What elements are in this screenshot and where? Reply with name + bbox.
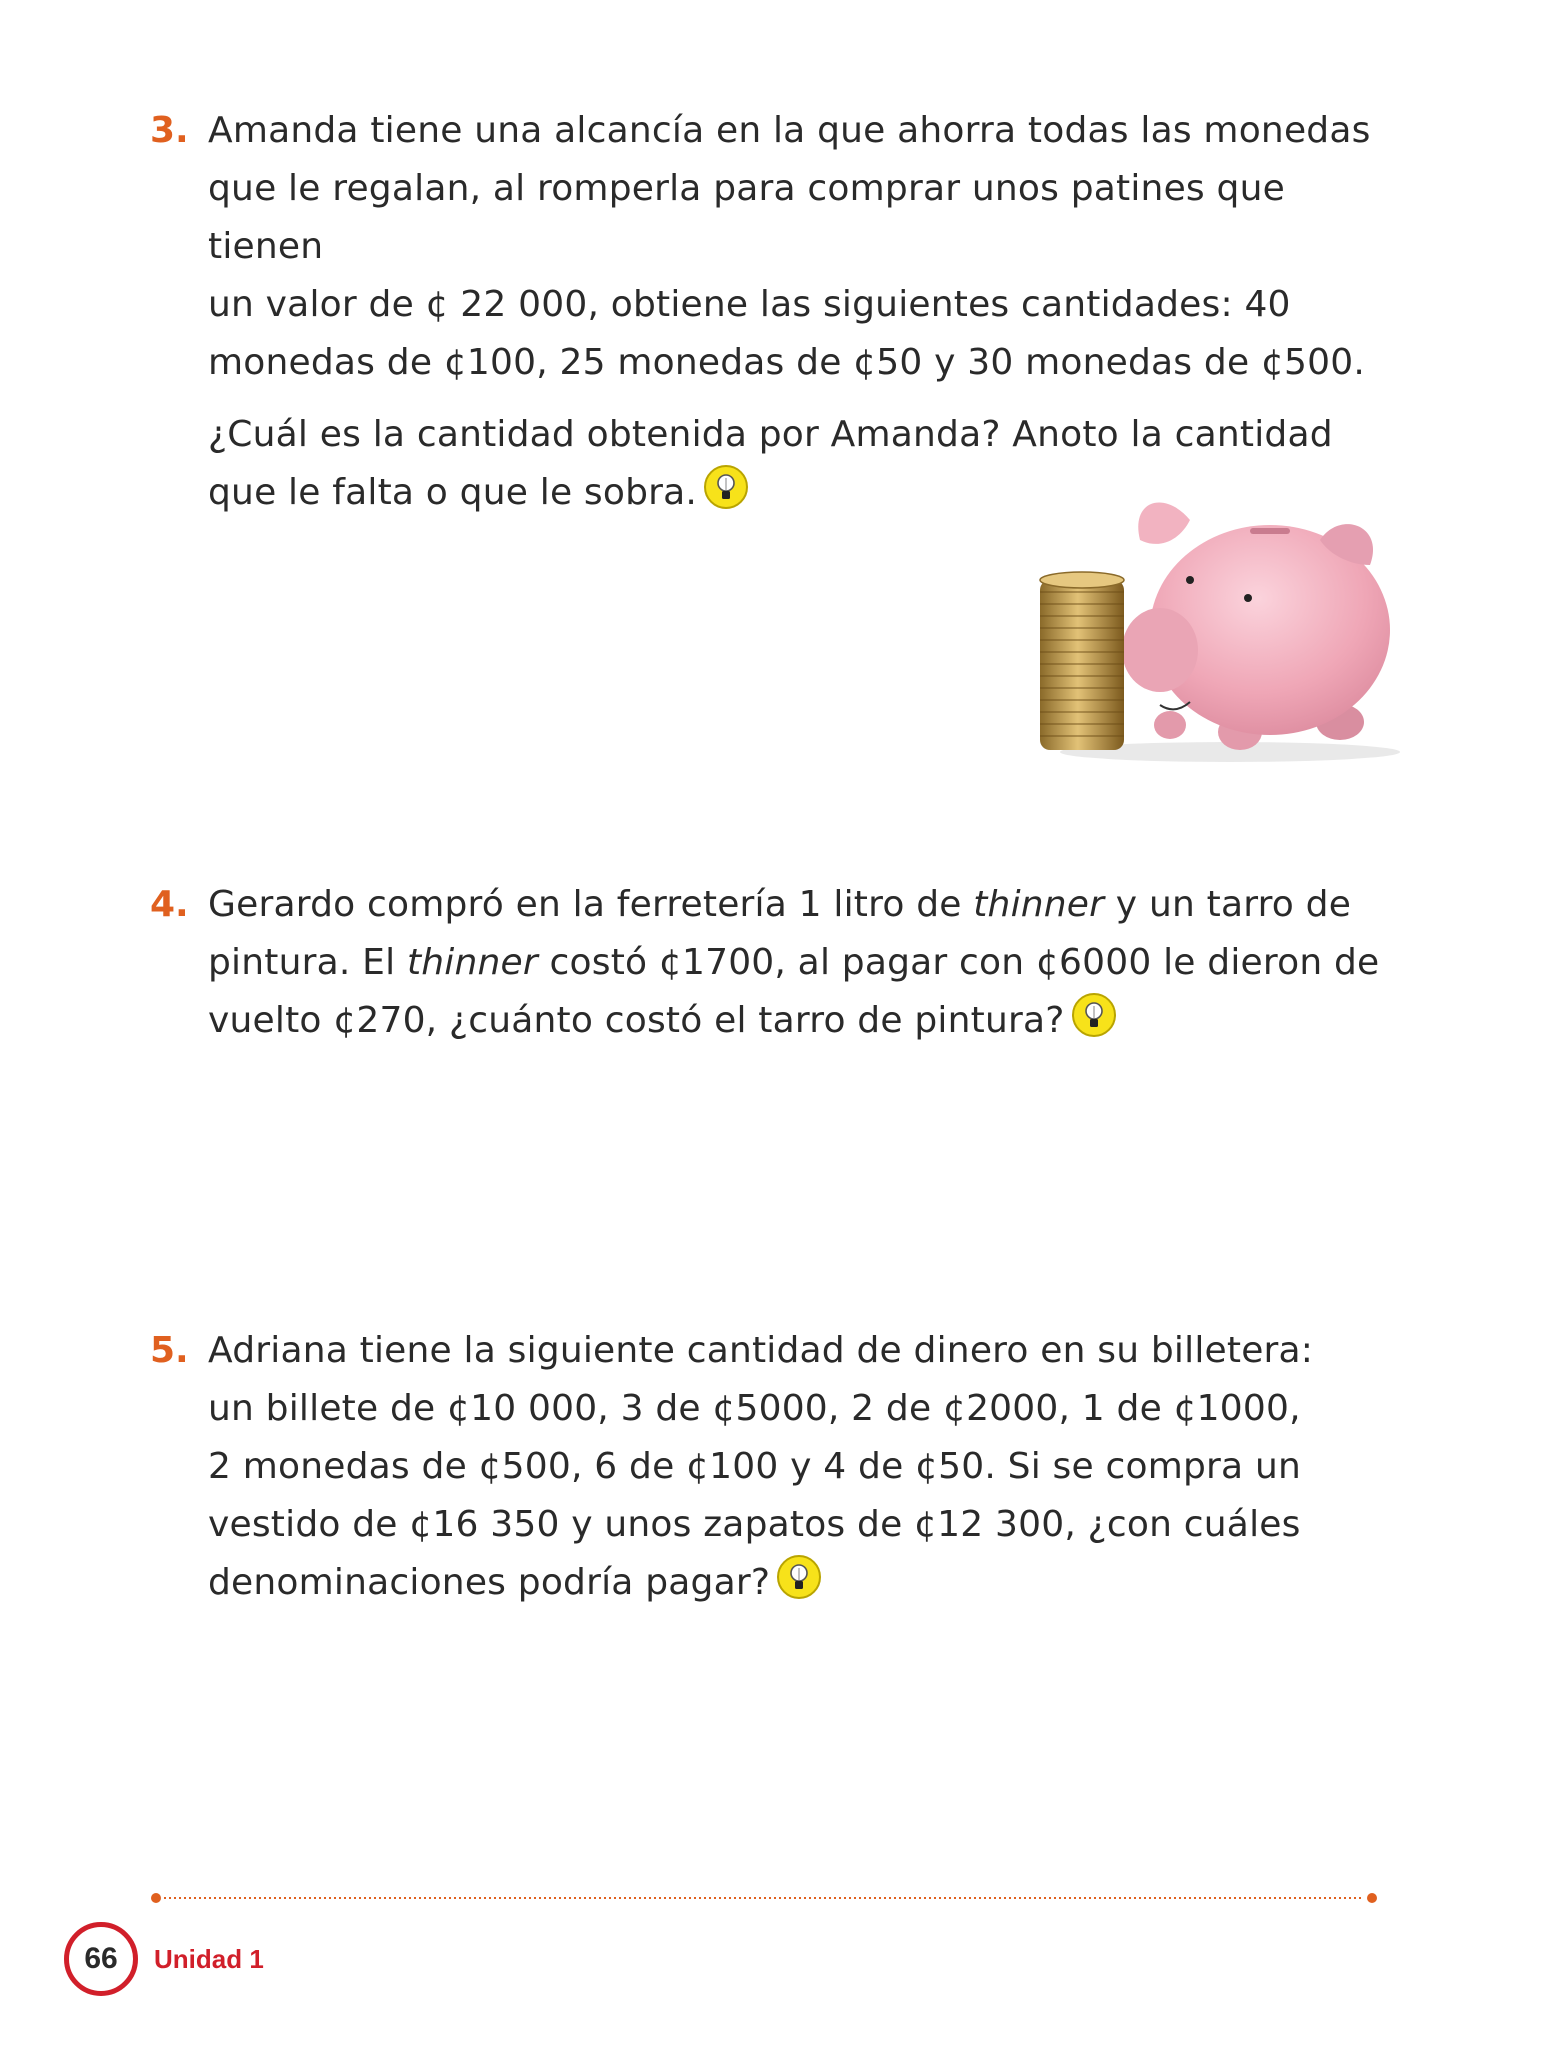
problem-number: 4. xyxy=(150,884,189,925)
text-line: que le regalan, al romperla para comprar unos patines que tienen xyxy=(208,168,1285,267)
problem-number: 5. xyxy=(150,1330,189,1371)
text-line: que le falta o que le sobra. xyxy=(208,472,698,513)
problem-3 xyxy=(150,102,1390,522)
text-line: vestido de ¢16 350 y unos zapatos de ¢12 300, ¿con cuáles xyxy=(208,1504,1301,1545)
text-line: denominaciones podría pagar? xyxy=(208,1562,771,1603)
unit-label: Unidad 1 xyxy=(154,1944,264,1974)
question-line xyxy=(208,1554,1390,1612)
footer-dotted-line xyxy=(150,1892,1378,1904)
text-line: Amanda tiene una alcancía en la que ahorra todas las monedas xyxy=(208,110,1371,151)
text-line: vuelto ¢270, ¿cuánto costó el tarro de pintura? xyxy=(208,1000,1065,1041)
page-number: 66 xyxy=(84,1942,118,1975)
problem-text xyxy=(208,1322,1390,1612)
lightbulb-icon xyxy=(703,464,749,510)
problem-number: 3. xyxy=(150,110,189,151)
text-line: ¿Cuál es la cantidad obtenida por Amanda? Anoto la cantidad xyxy=(208,414,1333,455)
text-line: monedas de ¢100, 25 monedas de ¢50 y 30 monedas de ¢500. xyxy=(208,342,1366,383)
problem-text xyxy=(208,102,1390,522)
text-line xyxy=(208,876,1390,934)
italic-term: thinner xyxy=(406,942,538,983)
page-number-badge xyxy=(64,1922,138,1996)
problem-text xyxy=(208,876,1390,1050)
italic-term: thinner xyxy=(973,884,1105,925)
text-segment: pintura. El xyxy=(208,942,407,983)
lightbulb-icon xyxy=(1071,992,1117,1038)
text-line xyxy=(208,934,1390,992)
problem-4 xyxy=(150,876,1390,1050)
lightbulb-icon xyxy=(776,1554,822,1600)
piggy-bank-illustration xyxy=(1020,470,1400,770)
text-segment: costó ¢1700, al pagar con ¢6000 le dieron de xyxy=(537,942,1380,983)
text-segment: Gerardo compró en la ferretería 1 litro de xyxy=(208,884,974,925)
text-line: un valor de ¢ 22 000, obtiene las siguientes cantidades: 40 xyxy=(208,284,1291,325)
text-line: 2 monedas de ¢500, 6 de ¢100 y 4 de ¢50. Si se compra un xyxy=(208,1446,1301,1487)
text-line: Adriana tiene la siguiente cantidad de dinero en su billetera: xyxy=(208,1330,1314,1371)
text-segment: y un tarro de xyxy=(1104,884,1352,925)
question-line xyxy=(208,992,1390,1050)
text-line: un billete de ¢10 000, 3 de ¢5000, 2 de ¢2000, 1 de ¢1000, xyxy=(208,1388,1301,1429)
problem-5 xyxy=(150,1322,1390,1612)
